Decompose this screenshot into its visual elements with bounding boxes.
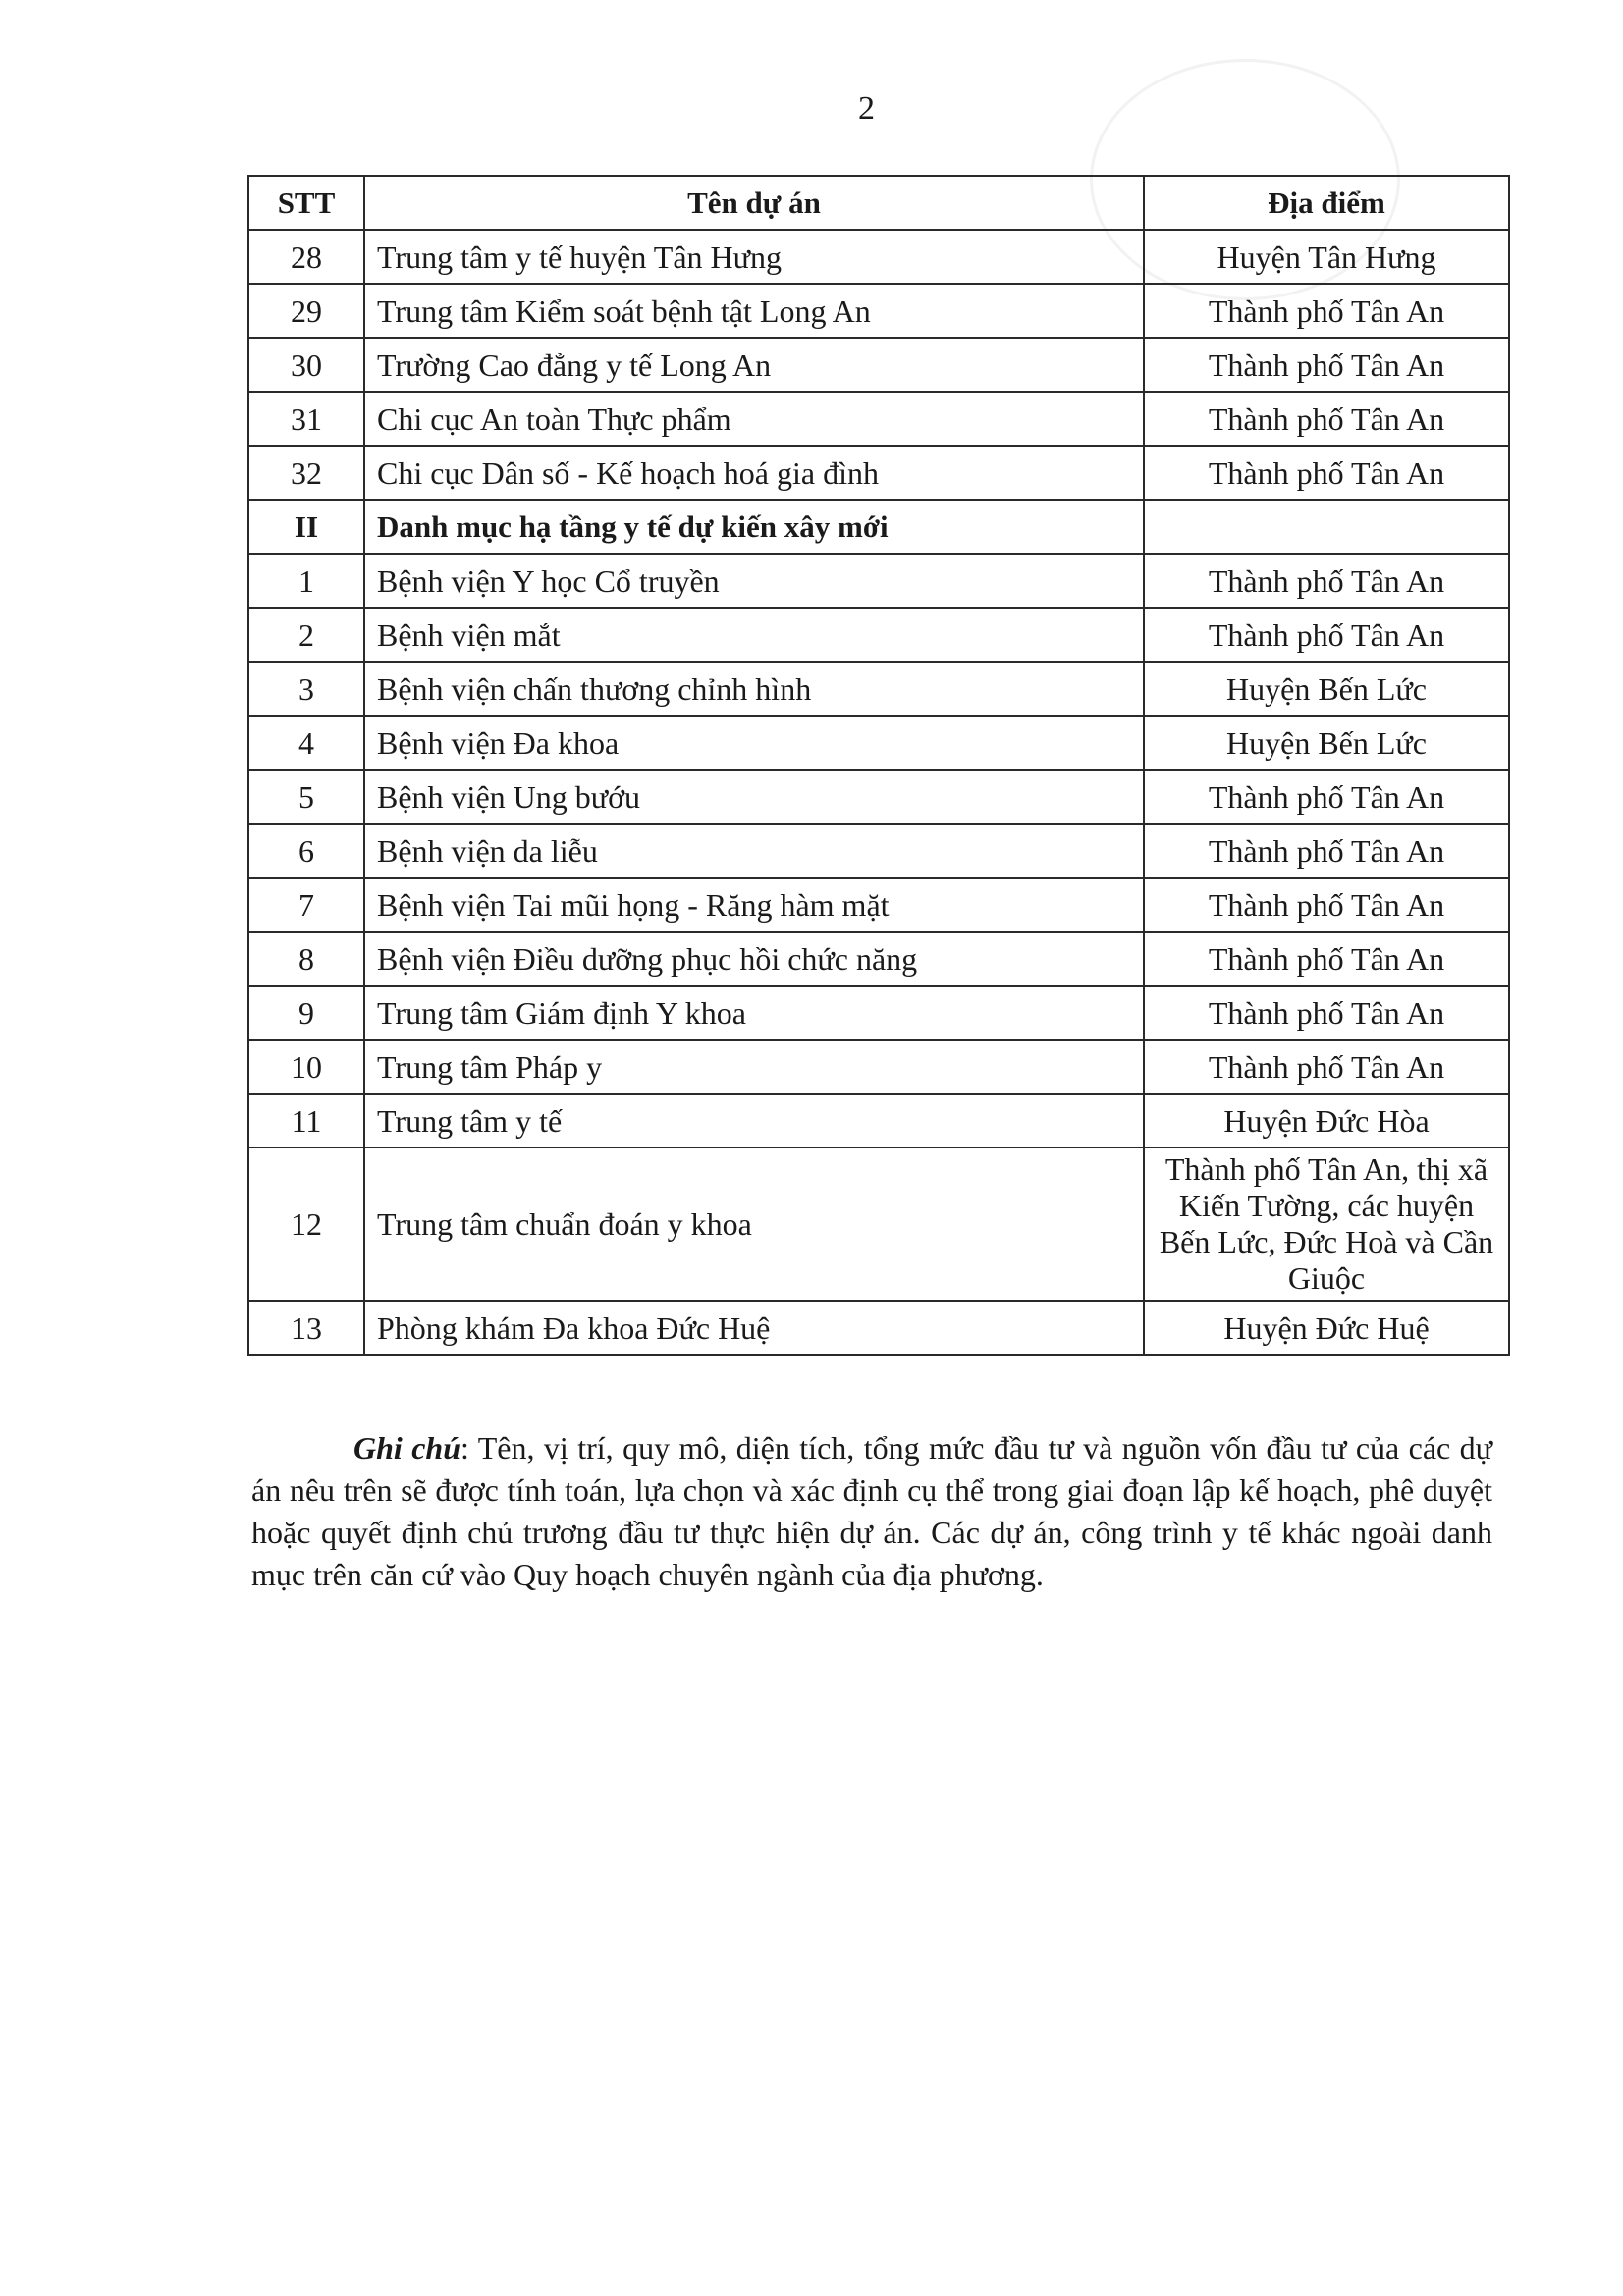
table-row	[248, 878, 1509, 932]
cell-project-name: Trung tâm y tế	[364, 1094, 1144, 1148]
cell-project-name: Chi cục An toàn Thực phẩm	[364, 392, 1144, 446]
cell-stt: 12	[248, 1148, 364, 1301]
cell-stt: 7	[248, 878, 364, 932]
header-stt: STT	[248, 176, 364, 230]
cell-project-name: Trung tâm Kiểm soát bệnh tật Long An	[364, 284, 1144, 338]
cell-stt: 30	[248, 338, 364, 392]
cell-location: Thành phố Tân An	[1144, 932, 1509, 986]
cell-project-name: Bệnh viện Điều dưỡng phục hồi chức năng	[364, 932, 1144, 986]
header-location: Địa điểm	[1144, 176, 1509, 230]
table-row	[248, 770, 1509, 824]
table-row	[248, 662, 1509, 716]
cell-project-name: Trung tâm Giám định Y khoa	[364, 986, 1144, 1040]
cell-project-name: Bệnh viện Tai mũi họng - Răng hàm mặt	[364, 878, 1144, 932]
cell-location: Thành phố Tân An	[1144, 338, 1509, 392]
cell-location: Thành phố Tân An	[1144, 446, 1509, 500]
table-row	[248, 554, 1509, 608]
table-row	[248, 932, 1509, 986]
cell-stt: 28	[248, 230, 364, 284]
project-table	[247, 175, 1510, 1356]
cell-stt: II	[248, 500, 364, 554]
table-row	[248, 608, 1509, 662]
cell-location: Thành phố Tân An	[1144, 284, 1509, 338]
cell-project-name: Bệnh viện da liễu	[364, 824, 1144, 878]
cell-project-name: Bệnh viện chấn thương chỉnh hình	[364, 662, 1144, 716]
cell-location: Thành phố Tân An	[1144, 770, 1509, 824]
cell-location: Thành phố Tân An	[1144, 608, 1509, 662]
cell-stt: 9	[248, 986, 364, 1040]
note-label: Ghi chú	[353, 1430, 461, 1466]
cell-stt: 32	[248, 446, 364, 500]
table-row	[248, 392, 1509, 446]
cell-location: Thành phố Tân An	[1144, 554, 1509, 608]
table-section-row	[248, 500, 1509, 554]
table-row	[248, 1094, 1509, 1148]
cell-project-name: Bệnh viện Đa khoa	[364, 716, 1144, 770]
cell-location: Thành phố Tân An	[1144, 986, 1509, 1040]
cell-location: Huyện Đức Hòa	[1144, 1094, 1509, 1148]
cell-location: Huyện Đức Huệ	[1144, 1301, 1509, 1355]
cell-stt: 13	[248, 1301, 364, 1355]
cell-location: Huyện Tân Hưng	[1144, 230, 1509, 284]
table-row	[248, 716, 1509, 770]
cell-stt: 4	[248, 716, 364, 770]
header-project-name: Tên dự án	[364, 176, 1144, 230]
cell-project-name: Trường Cao đẳng y tế Long An	[364, 338, 1144, 392]
cell-location: Thành phố Tân An, thị xã Kiến Tường, các huyện Bến Lức, Đức Hoà và Cần Giuộc	[1144, 1148, 1509, 1301]
cell-stt: 11	[248, 1094, 364, 1148]
cell-stt: 6	[248, 824, 364, 878]
cell-location: Thành phố Tân An	[1144, 878, 1509, 932]
page-number: 2	[858, 90, 875, 127]
table-row	[248, 1040, 1509, 1094]
cell-stt: 31	[248, 392, 364, 446]
cell-stt: 2	[248, 608, 364, 662]
cell-stt: 3	[248, 662, 364, 716]
cell-project-name: Bệnh viện Y học Cổ truyền	[364, 554, 1144, 608]
table-row	[248, 338, 1509, 392]
table-body	[248, 230, 1509, 1355]
cell-stt: 8	[248, 932, 364, 986]
cell-project-name: Phòng khám Đa khoa Đức Huệ	[364, 1301, 1144, 1355]
cell-project-name: Bệnh viện Ung bướu	[364, 770, 1144, 824]
cell-project-name: Trung tâm y tế huyện Tân Hưng	[364, 230, 1144, 284]
cell-location: Thành phố Tân An	[1144, 824, 1509, 878]
cell-stt: 29	[248, 284, 364, 338]
table-row	[248, 446, 1509, 500]
cell-project-name: Chi cục Dân số - Kế hoạch hoá gia đình	[364, 446, 1144, 500]
cell-location	[1144, 500, 1509, 554]
cell-project-name: Trung tâm chuẩn đoán y khoa	[364, 1148, 1144, 1301]
cell-project-name: Trung tâm Pháp y	[364, 1040, 1144, 1094]
cell-location: Huyện Bến Lức	[1144, 662, 1509, 716]
table-row	[248, 1301, 1509, 1355]
table-row	[248, 284, 1509, 338]
table-row	[248, 230, 1509, 284]
cell-stt: 1	[248, 554, 364, 608]
table-header-row	[248, 176, 1509, 230]
note-paragraph	[251, 1427, 1492, 1596]
cell-location: Thành phố Tân An	[1144, 392, 1509, 446]
note-text: : Tên, vị trí, quy mô, diện tích, tổng mức đầu tư và nguồn vốn đầu tư của các dự án nêu trên sẽ được tính toán, lựa chọn và xác định cụ thể trong giai đoạn lập kế hoạch, phê duyệt hoặc quyết định chủ trương đầu tư thực hiện dự án. Các dự án, công trình y tế khác ngoài danh mục trên căn cứ vào Quy hoạch chuyên ngành của địa phương.	[251, 1430, 1493, 1592]
cell-location: Thành phố Tân An	[1144, 1040, 1509, 1094]
table-row	[248, 1148, 1509, 1301]
cell-stt: 5	[248, 770, 364, 824]
cell-location: Huyện Bến Lức	[1144, 716, 1509, 770]
cell-stt: 10	[248, 1040, 364, 1094]
cell-project-name: Danh mục hạ tầng y tế dự kiến xây mới	[364, 500, 1144, 554]
table-row	[248, 986, 1509, 1040]
table-row	[248, 824, 1509, 878]
cell-project-name: Bệnh viện mắt	[364, 608, 1144, 662]
